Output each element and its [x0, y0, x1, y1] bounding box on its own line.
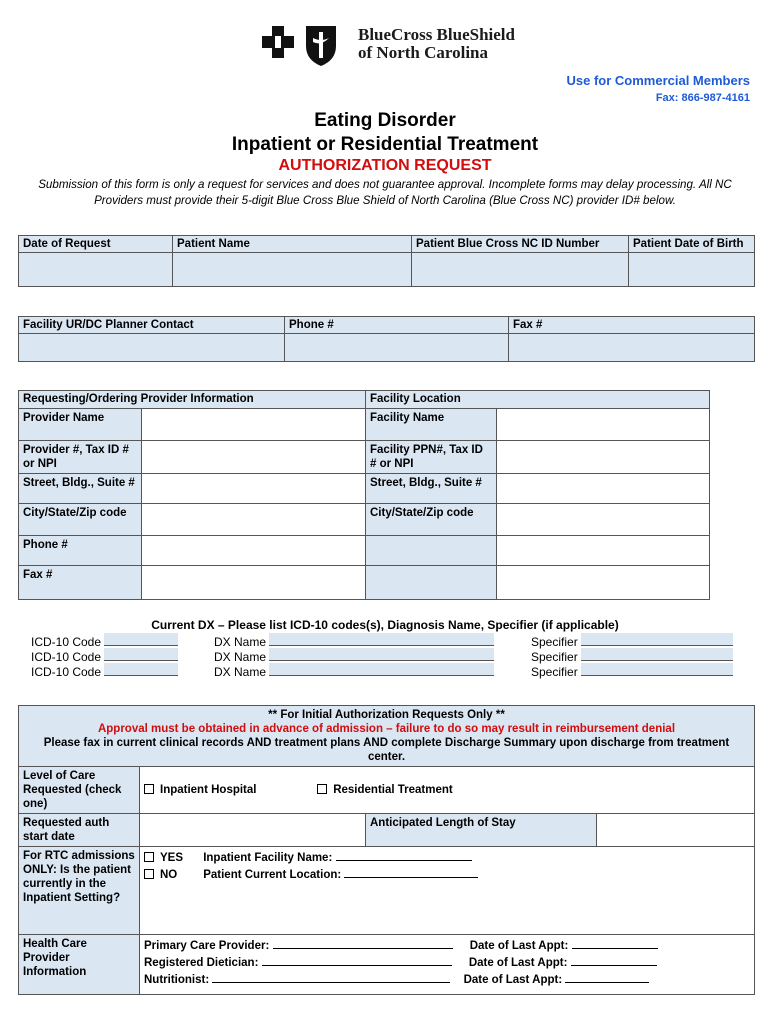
hcp-label: Health Care Provider Information — [19, 935, 140, 995]
rtc-options — [140, 847, 755, 935]
current-location-field[interactable] — [344, 866, 478, 878]
facility-name-label: Facility Name — [366, 409, 497, 441]
facility-id-field[interactable] — [497, 441, 710, 474]
pcp-last-appt-label: Date of Last Appt: — [469, 940, 569, 952]
auth-start-label: Requested auth start date — [19, 814, 140, 847]
icd-field-2[interactable] — [104, 648, 178, 661]
provider-id-field[interactable] — [142, 441, 366, 474]
provider-id-label: Provider #, Tax ID # or NPI — [19, 441, 142, 474]
inpatient-option[interactable] — [144, 783, 314, 797]
nutritionist-last-appt-field[interactable] — [565, 971, 649, 983]
patient-id-label: Patient Blue Cross NC ID Number — [412, 236, 629, 253]
dx-label: DX Name — [214, 665, 267, 679]
facility-city-field[interactable] — [497, 504, 710, 536]
facility-empty-1 — [366, 536, 497, 566]
facility-empty-field-1 — [497, 536, 710, 566]
spec-field-3[interactable] — [581, 663, 733, 676]
intro-text: Submission of this form is only a request for services and does not guarantee approval. Incomplete forms may delay processing. All NC Providers must provide their 5-digit Blue Cross Blue Shield of North Carolina (Blue Cross NC) provider ID# below. — [38, 178, 732, 207]
dx-label: DX Name — [214, 650, 267, 664]
pcp-field[interactable] — [273, 937, 453, 949]
facility-empty-2 — [366, 566, 497, 600]
logo-line-1: BlueCross BlueShield — [358, 25, 515, 44]
icd-label: ICD-10 Code — [31, 665, 102, 679]
dx-field-2[interactable] — [269, 648, 494, 661]
hcp-fields — [140, 935, 755, 995]
residential-label: Residential Treatment — [333, 784, 453, 796]
yes-label: YES — [160, 852, 184, 864]
initial-auth-table — [18, 705, 755, 995]
planner-contact-label: Facility UR/DC Planner Contact — [19, 317, 285, 334]
commercial-members-label: Use for Commercial Members — [566, 73, 750, 88]
provider-fax-field[interactable] — [142, 566, 366, 600]
planner-phone-label: Phone # — [285, 317, 509, 334]
spec-label: Specifier — [531, 635, 578, 649]
facility-contact-table — [18, 316, 755, 362]
nutritionist-row — [144, 971, 750, 988]
dx-heading: Current DX – Please list ICD-10 codes(s), Diagnosis Name, Specifier (if applicable) — [151, 618, 619, 632]
provider-facility-table — [18, 390, 710, 600]
spec-row-3 — [531, 663, 733, 680]
dietician-label: Registered Dietician: — [144, 957, 259, 969]
icd-field-1[interactable] — [104, 633, 178, 646]
spec-field-1[interactable] — [581, 633, 733, 646]
provider-phone-field[interactable] — [142, 536, 366, 566]
inpatient-facility-name-label: Inpatient Facility Name: — [203, 852, 333, 864]
rtc-yes-row — [144, 849, 750, 866]
los-field[interactable] — [597, 814, 755, 847]
level-of-care-options — [140, 767, 755, 814]
patient-name-field[interactable] — [173, 253, 412, 287]
form-title-line-3: AUTHORIZATION REQUEST — [278, 157, 492, 174]
planner-fax-label: Fax # — [509, 317, 755, 334]
spec-field-2[interactable] — [581, 648, 733, 661]
nutritionist-field[interactable] — [212, 971, 450, 983]
residential-option[interactable] — [317, 784, 453, 796]
dietician-row — [144, 954, 750, 971]
facility-empty-field-2 — [497, 566, 710, 600]
date-of-request-label: Date of Request — [19, 236, 173, 253]
auth-start-field[interactable] — [140, 814, 366, 847]
rtc-no-row — [144, 866, 750, 883]
icd-row-3 — [31, 663, 178, 680]
residential-checkbox[interactable] — [317, 784, 327, 794]
icd-label: ICD-10 Code — [31, 650, 102, 664]
initial-auth-header — [19, 706, 755, 767]
pcp-last-appt-field[interactable] — [572, 937, 658, 949]
no-checkbox[interactable] — [144, 869, 154, 879]
dietician-last-appt-field[interactable] — [571, 954, 657, 966]
fax-number: Fax: 866-987-4161 — [655, 92, 750, 104]
dietician-field[interactable] — [262, 954, 452, 966]
provider-section-label: Requesting/Ordering Provider Information — [19, 391, 366, 409]
inpatient-facility-name-field[interactable] — [336, 849, 472, 861]
patient-table — [18, 235, 755, 287]
logo-line-2: of North Carolina — [358, 43, 489, 62]
dx-row-3 — [214, 663, 494, 680]
provider-fax-label: Fax # — [19, 566, 142, 600]
pcp-row — [144, 937, 750, 954]
initial-auth-instructions: Please fax in current clinical records AND treatment plans AND complete Discharge Summary upon discharge from treatment center. — [43, 737, 730, 763]
level-of-care-label: Level of Care Requested (check one) — [19, 767, 140, 814]
initial-auth-heading: ** For Initial Authorization Requests Only ** — [268, 709, 505, 721]
icd-label: ICD-10 Code — [31, 635, 102, 649]
bcbs-logo-icon — [258, 22, 348, 68]
initial-auth-warning: Approval must be obtained in advance of admission – failure to do so may result in reimbursement denial — [97, 723, 676, 735]
yes-checkbox[interactable] — [144, 852, 154, 862]
dx-field-3[interactable] — [269, 663, 494, 676]
date-of-request-field[interactable] — [19, 253, 173, 287]
dietician-last-appt-label: Date of Last Appt: — [468, 957, 568, 969]
form-title-line-1: Eating Disorder — [314, 110, 456, 131]
provider-name-label: Provider Name — [19, 409, 142, 441]
provider-phone-label: Phone # — [19, 536, 142, 566]
facility-name-field[interactable] — [497, 409, 710, 441]
dx-field-1[interactable] — [269, 633, 494, 646]
rtc-label: For RTC admissions ONLY: Is the patient currently in the Inpatient Setting? — [19, 847, 140, 935]
facility-street-label: Street, Bldg., Suite # — [366, 474, 497, 504]
planner-fax-field[interactable] — [509, 334, 755, 362]
facility-id-label: Facility PPN#, Tax ID # or NPI — [366, 441, 497, 474]
spec-label: Specifier — [531, 650, 578, 664]
patient-id-field[interactable] — [412, 253, 629, 287]
nutritionist-last-appt-label: Date of Last Appt: — [463, 974, 563, 986]
bcbs-logo — [258, 22, 518, 68]
provider-street-label: Street, Bldg., Suite # — [19, 474, 142, 504]
dob-label: Patient Date of Birth — [629, 236, 755, 253]
no-label: NO — [160, 869, 178, 881]
pcp-label: Primary Care Provider: — [144, 940, 270, 952]
icd-field-3[interactable] — [104, 663, 178, 676]
dob-field[interactable] — [629, 253, 755, 287]
spec-label: Specifier — [531, 665, 578, 679]
form-title-line-2: Inpatient or Residential Treatment — [231, 134, 539, 155]
facility-section-label: Facility Location — [366, 391, 710, 409]
inpatient-checkbox[interactable] — [144, 784, 154, 794]
facility-city-label: City/State/Zip code — [366, 504, 497, 536]
provider-name-field[interactable] — [142, 409, 366, 441]
planner-phone-field[interactable] — [285, 334, 509, 362]
los-label: Anticipated Length of Stay — [366, 814, 597, 847]
provider-city-label: City/State/Zip code — [19, 504, 142, 536]
patient-name-label: Patient Name — [173, 236, 412, 253]
facility-street-field[interactable] — [497, 474, 710, 504]
planner-contact-field[interactable] — [19, 334, 285, 362]
nutritionist-label: Nutritionist: — [144, 974, 210, 986]
provider-street-field[interactable] — [142, 474, 366, 504]
inpatient-label: Inpatient Hospital — [160, 784, 257, 796]
dx-label: DX Name — [214, 635, 267, 649]
current-location-label: Patient Current Location: — [203, 869, 342, 881]
provider-city-field[interactable] — [142, 504, 366, 536]
